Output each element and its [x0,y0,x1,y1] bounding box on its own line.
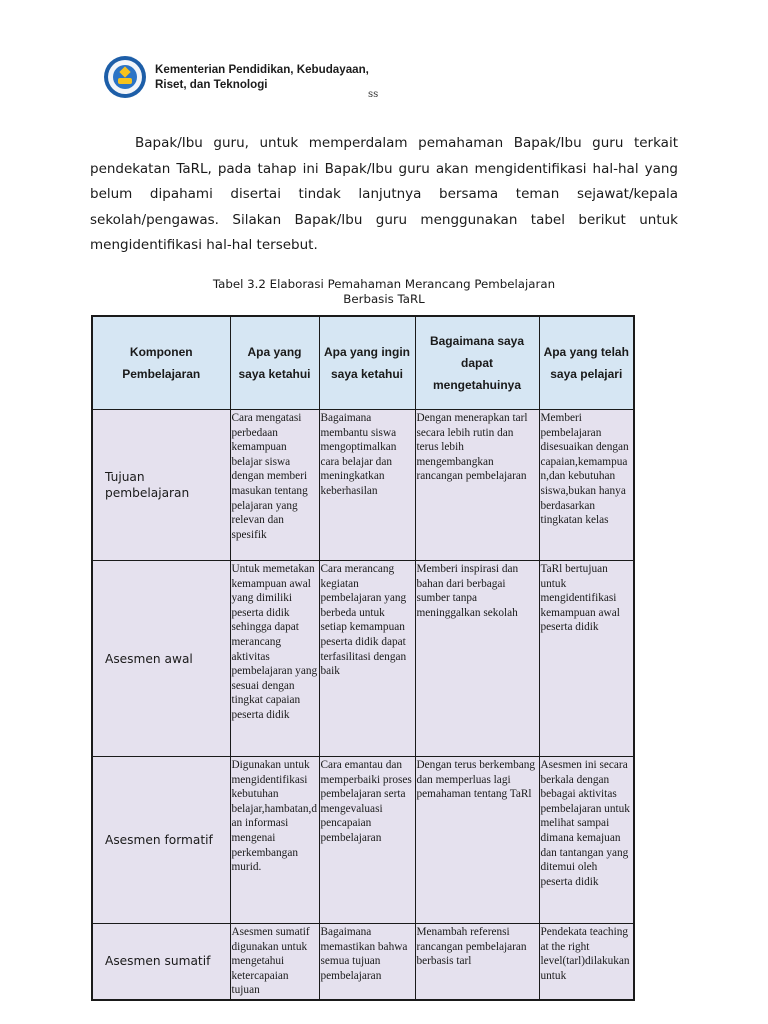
table-cell: Untuk memetakan kemampuan awal yang dimiliki peserta didik sehingga dapat merancang aktivitas pembelajaran yang sesuai dengan tingkat capaian peserta didik [230,561,319,757]
table-cell: Dengan terus berkembang dan memperluas lagi pemahaman tentang TaRl [415,757,539,924]
table-header-row [92,316,634,410]
table-cell: Bagaimana membantu siswa mengoptimalkan cara belajar dan meningkatkan keberhasilan [319,410,415,561]
table-cell: Cara merancang kegiatan pembelajaran yang berbeda untuk setiap kemampuan peserta didik dapat terfasilitasi dengan baik [319,561,415,757]
table-caption-line1: Tabel 3.2 Elaborasi Pemahaman Merancang Pembelajaran [212,277,556,291]
elaboration-table [91,315,635,1001]
row-label: Asesmen sumatif [92,924,230,1000]
table-row [92,924,634,1000]
table-cell: Digunakan untuk mengidentifikasi kebutuhan belajar,hambatan,dan informasi mengenai perkembangan murid. [230,757,319,924]
intro-paragraph: Bapak/Ibu guru, untuk memperdalam pemahaman Bapak/Ibu guru terkait pendekatan TaRL, pada tahap ini Bapak/Ibu guru akan mengidentifikasi hal-hal yang belum dipahami disertai tindak lanjutnya bersama teman sejawat/kepala sekolah/pengawas. Silakan Bapak/Ibu guru menggunakan tabel berikut untuk mengidentifikasi hal-hal tersebut. [90,135,678,253]
table-cell: Cara mengatasi perbedaan kemampuan belajar siswa dengan memberi masukan tentang pelajaran yang relevan dan spesifik [230,410,319,561]
table-cell: Memberi pembelajaran disesuaikan dengan capaian,kemampuan,dan kebutuhan siswa,bukan hanya berdasarkan tingkatan kelas [539,410,634,561]
table-row [92,410,634,561]
table-cell: Memberi inspirasi dan bahan dari berbagai sumber tanpa meninggalkan sekolah [415,561,539,757]
table-cell: Asesmen ini secara berkala dengan bebagai aktivitas pembelajaran untuk melihat sampai dimana kemajuan dan tantangan yang ditemui oleh peserta didik [539,757,634,924]
table-cell: TaRl bertujuan untuk mengidentifikasi kemampuan awal peserta didik [539,561,634,757]
row-label: Asesmen formatif [92,757,230,924]
ministry-name-line1: Kementerian Pendidikan, Kebudayaan, [155,63,369,76]
row-label: Tujuan pembelajaran [92,410,230,561]
row-label: Asesmen awal [92,561,230,757]
ministry-logo-icon [104,56,146,98]
table-row [92,561,634,757]
table-cell: Asesmen sumatif digunakan untuk mengetahui ketercapaian tujuan [230,924,319,1000]
ministry-name [155,62,369,92]
table-cell: Dengan menerapkan tarl secara lebih rutin dan terus lebih mengembangkan rancangan pembelajaran [415,410,539,561]
table-cell: Menambah referensi rancangan pembelajaran berbasis tarl [415,924,539,1000]
header-komponen: Komponen Pembelajaran [92,316,230,410]
table-row [92,757,634,924]
table-caption [190,277,578,306]
header-marker: ss [368,89,379,100]
header-ketahui: Apa yang saya ketahui [230,316,319,410]
table-cell: Cara emantau dan memperbaiki proses pembelajaran serta mengevaluasi pencapaian pembelajaran [319,757,415,924]
header-ingin-ketahui: Apa yang ingin saya ketahui [319,316,415,410]
table-cell: Pendekata teaching at the right level(tarl)dilakukan untuk [539,924,634,1000]
ministry-name-line2: Riset, dan Teknologi [155,78,268,91]
header-bagaimana: Bagaimana saya dapat mengetahuinya [415,316,539,410]
table-cell: Bagaimana memastikan bahwa semua tujuan pembelajaran [319,924,415,1000]
table-caption-line2: Berbasis TaRL [343,291,425,306]
header-telah-pelajari: Apa yang telah saya pelajari [539,316,634,410]
ministry-header [104,54,380,100]
